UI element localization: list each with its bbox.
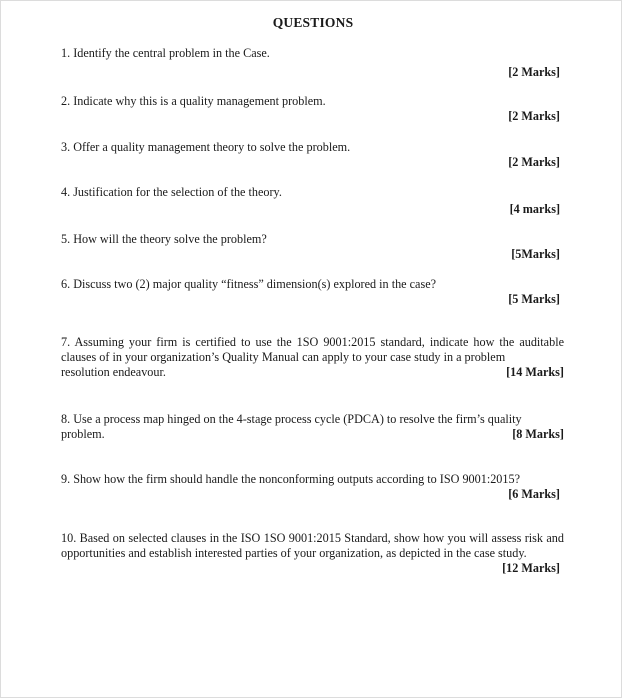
question-3-marks: [2 Marks] xyxy=(508,155,560,169)
question-7-text-last: resolution endeavour. xyxy=(61,365,166,379)
question-8-text-last: problem. xyxy=(61,427,105,441)
question-7 xyxy=(61,335,564,380)
page-title: QUESTIONS xyxy=(272,15,354,30)
question-6-text: 6. Discuss two (2) major quality “fitness” dimension(s) explored in the case? xyxy=(61,277,437,291)
question-2-text: 2. Indicate why this is a quality management problem. xyxy=(61,94,326,108)
question-3-text: 3. Offer a quality management theory to solve the problem. xyxy=(61,140,351,154)
question-4-text: 4. Justification for the selection of the theory. xyxy=(61,185,282,199)
question-6 xyxy=(61,277,564,292)
question-9-marks: [6 Marks] xyxy=(508,487,560,501)
question-5 xyxy=(61,232,564,247)
question-10-marks: [12 Marks] xyxy=(502,561,560,575)
question-2 xyxy=(61,94,564,109)
question-10 xyxy=(61,531,564,561)
question-8-text: 8. Use a process map hinged on the 4-stage process cycle (PDCA) to resolve the firm’s quality xyxy=(61,412,522,426)
question-9-text: 9. Show how the firm should handle the nonconforming outputs according to ISO 9001:2015? xyxy=(61,472,521,486)
question-5-marks: [5Marks] xyxy=(511,247,560,261)
question-8 xyxy=(61,412,564,442)
question-1 xyxy=(61,46,564,61)
question-2-marks: [2 Marks] xyxy=(508,109,560,123)
question-6-marks: [5 Marks] xyxy=(508,292,560,306)
question-1-marks: [2 Marks] xyxy=(508,65,560,79)
question-10-text: 10. Based on selected clauses in the ISO 1SO 9001:2015 Standard, show how you will assess risk and opportunities and establish interested parties of your organization, as depicted in the case study. xyxy=(61,531,564,560)
question-5-text: 5. How will the theory solve the problem? xyxy=(61,232,267,246)
question-1-text: 1. Identify the central problem in the Case. xyxy=(61,46,270,60)
question-7-marks: [14 Marks] xyxy=(506,365,564,379)
question-7-text: 7. Assuming your firm is certified to use the 1SO 9001:2015 standard, indicate how the auditable clauses of in your organization’s Quality Manual can apply to your case study in a problem xyxy=(61,335,564,364)
question-3 xyxy=(61,140,564,155)
question-4-marks: [4 marks] xyxy=(509,202,560,216)
question-9 xyxy=(61,472,564,487)
question-8-marks: [8 Marks] xyxy=(512,427,564,441)
question-4 xyxy=(61,185,564,200)
